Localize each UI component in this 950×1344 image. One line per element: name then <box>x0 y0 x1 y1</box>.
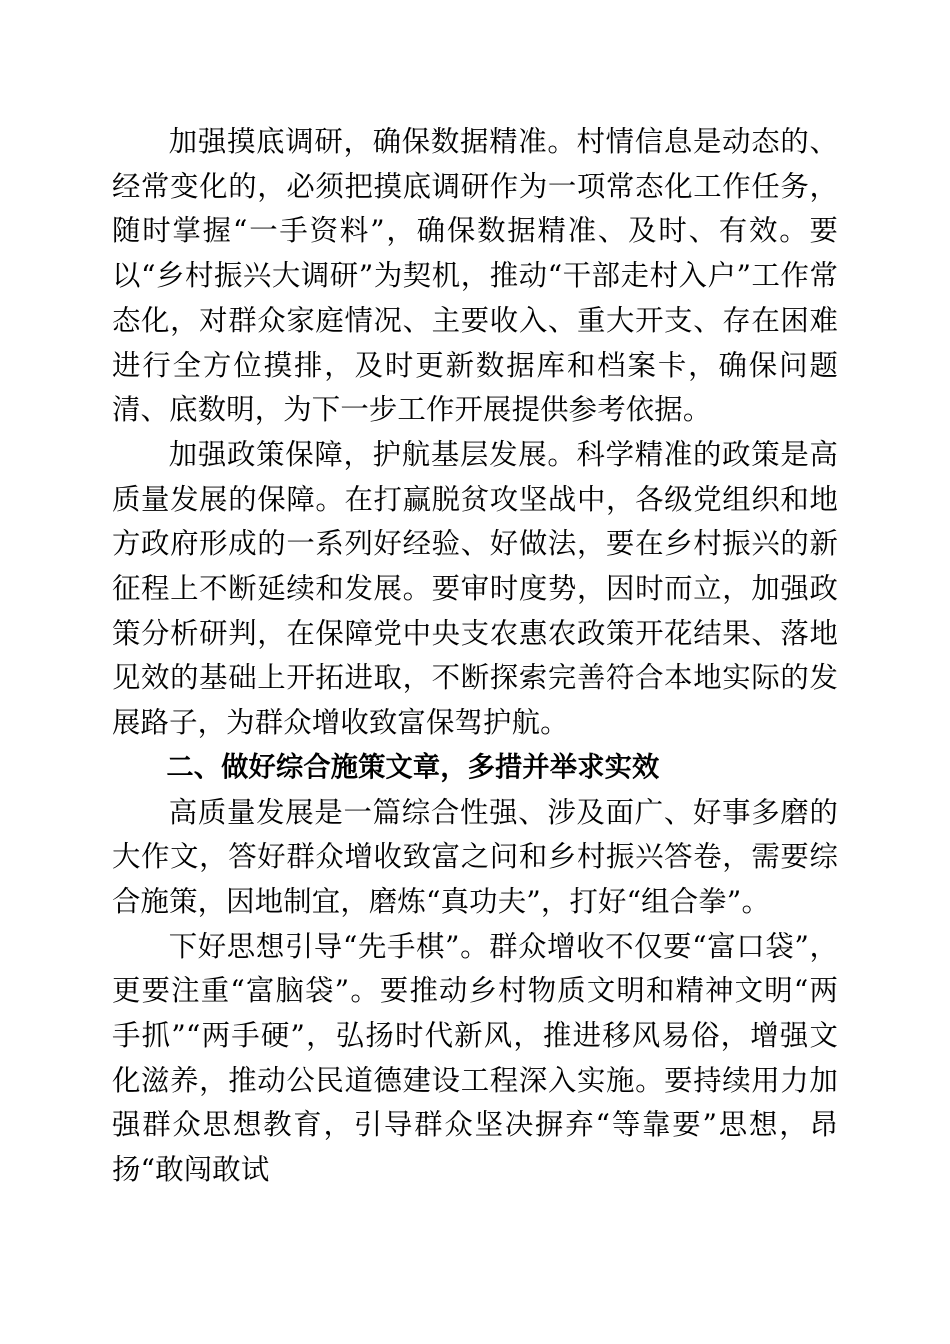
paragraph-ideological-guidance: 下好思想引导“先手棋”。群众增收不仅要“富口袋”，更要注重“富脑袋”。要推动乡村物质文明和精神文明“两手抓”“两手硬”，弘扬时代新风，推进移风易俗，增强文化滋养，推动公民道德建设工程深入实施。要持续用力加强群众思想教育，引导群众坚决摒弃“等靠要”思想，昂扬“敢闯敢试 <box>112 929 838 1187</box>
paragraph-policy-guarantee: 加强政策保障，护航基层发展。科学精准的政策是高质量发展的保障。在打赢脱贫攻坚战中，各级党组织和地方政府形成的一系列好经验、好做法，要在乡村振兴的新征程上不断延续和发展。要审时度势，因时而立，加强政策分析研判，在保障党中央支农惠农政策开花结果、落地见效的基础上开拓进取，不断探索完善符合本地实际的发展路子，为群众增收致富保驾护航。 <box>112 437 838 740</box>
paragraph-survey-research: 加强摸底调研，确保数据精准。村情信息是动态的、经常变化的，必须把摸底调研作为一项常态化工作任务，随时掌握“一手资料”，确保数据精准、及时、有效。要以“乡村振兴大调研”为契机，推动“干部走村入户”工作常态化，对群众家庭情况、主要收入、重大开支、存在困难进行全方位摸排，及时更新数据库和档案卡，确保问题清、底数明，为下一步工作开展提供参考依据。 <box>112 125 838 427</box>
document-text-column <box>112 120 838 1193</box>
heading-section-two: 二、做好综合施策文章，多措并举求实效 <box>166 751 660 783</box>
paragraph-high-quality-development: 高质量发展是一篇综合性强、涉及面广、好事多磨的大作文，答好群众增收致富之问和乡村振兴答卷，需要综合施策，因地制宜，磨炼“真功夫”，打好“组合拳”。 <box>112 795 838 918</box>
